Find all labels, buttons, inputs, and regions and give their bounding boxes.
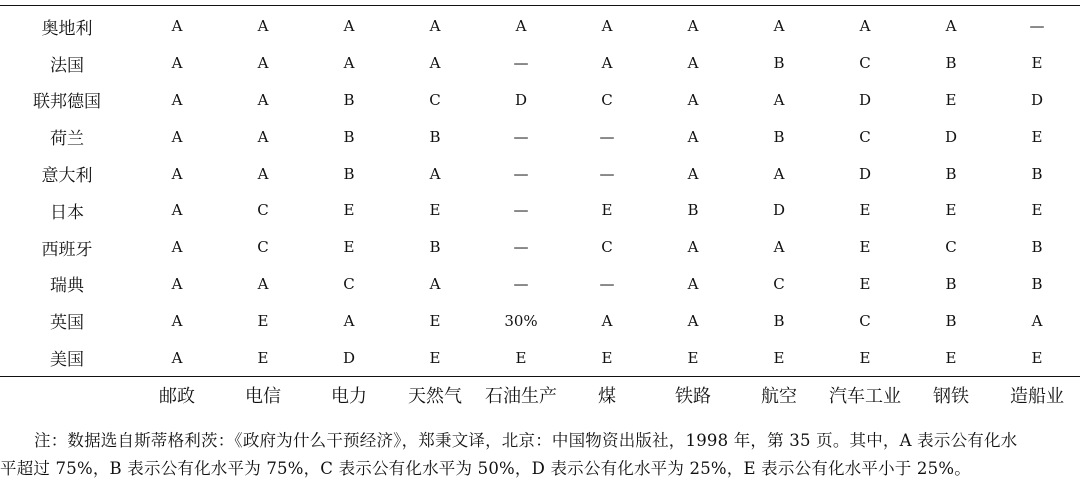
value-cell: A [687,90,699,109]
value-cell: E [601,201,613,220]
value-cell: D [772,201,786,220]
value-cell: — [599,127,615,146]
table-row [0,45,1080,82]
value-cell: A [257,54,269,73]
value-cell: A [773,90,785,109]
table-top-rule [0,5,1080,6]
value-cell: B [773,54,785,73]
value-cell: A [171,201,183,220]
value-cell: A [171,17,183,36]
value-cell: — [513,238,529,257]
industry-header: 汽车工业 [829,386,901,407]
value-cell: A [171,90,183,109]
value-cell: E [1031,348,1043,367]
value-cell: E [429,201,441,220]
value-cell: B [343,127,355,146]
table-row [0,339,1080,376]
value-cell: E [945,90,957,109]
industry-header: 天然气 [408,386,462,407]
value-cell: E [601,348,613,367]
value-cell: B [1031,274,1043,293]
value-cell: A [515,17,527,36]
value-cell: A [687,54,699,73]
value-cell: E [687,348,699,367]
value-cell: A [601,54,613,73]
value-cell: A [343,17,355,36]
industry-header: 铁路 [675,386,711,407]
value-cell: A [429,17,441,36]
value-cell: A [171,127,183,146]
value-cell: B [687,201,699,220]
note-line-2: 平超过 75%，B 表示公有化水平为 75%，C 表示公有化水平为 50%，D 表示公有化水平为 25%，E 表示公有化水平小于 25%。 [0,459,971,478]
value-cell: A [687,274,699,293]
value-cell: E [1031,127,1043,146]
value-cell: C [601,238,613,257]
value-cell: E [1031,201,1043,220]
value-cell: — [599,274,615,293]
value-cell: B [429,127,441,146]
industry-header: 造船业 [1010,386,1064,407]
country-cell: 美国 [50,350,84,371]
industry-header: 煤 [598,386,616,407]
value-cell: A [429,274,441,293]
country-cell: 联邦德国 [33,92,101,113]
value-cell: A [171,311,183,330]
value-cell: C [773,274,785,293]
value-cell: E [257,311,269,330]
value-cell: E [343,201,355,220]
value-cell: A [859,17,871,36]
value-cell: E [859,238,871,257]
value-cell: C [859,54,871,73]
industry-header: 石油生产 [485,386,557,407]
value-cell: B [945,311,957,330]
value-cell: E [515,348,527,367]
country-cell: 意大利 [41,166,93,187]
value-cell: A [429,164,441,183]
country-cell: 日本 [50,202,84,223]
value-cell: A [687,127,699,146]
table-row [0,302,1080,339]
value-cell: A [429,54,441,73]
value-cell: A [945,17,957,36]
value-cell: A [257,274,269,293]
table-row [0,192,1080,229]
value-cell: D [1030,90,1044,109]
value-cell: B [429,238,441,257]
value-cell: B [1031,164,1043,183]
value-cell: E [429,311,441,330]
table-row [0,155,1080,192]
value-cell: A [257,90,269,109]
industry-header-row [0,380,1080,414]
value-cell: A [171,164,183,183]
value-cell: D [858,90,872,109]
value-cell: C [945,238,957,257]
value-cell: E [859,274,871,293]
value-cell: — [1029,17,1045,36]
value-cell: B [773,127,785,146]
table-row [0,229,1080,266]
value-cell: B [343,90,355,109]
value-cell: C [429,90,441,109]
value-cell: C [859,311,871,330]
value-cell: — [513,274,529,293]
value-cell: A [773,17,785,36]
value-cell: D [514,90,528,109]
value-cell: — [513,201,529,220]
value-cell: A [171,238,183,257]
value-cell: E [945,201,957,220]
value-cell: A [687,17,699,36]
industry-header: 邮政 [159,386,195,407]
value-cell: A [171,348,183,367]
value-cell: D [944,127,958,146]
value-cell: B [945,274,957,293]
value-cell: A [687,164,699,183]
table-row [0,118,1080,155]
value-cell: D [342,348,356,367]
value-cell: A [257,127,269,146]
value-cell: E [257,348,269,367]
value-cell: A [687,238,699,257]
industry-header: 电力 [331,386,367,407]
country-cell: 西班牙 [41,239,93,260]
table-row [0,82,1080,119]
value-cell: — [513,127,529,146]
value-cell: A [1031,311,1043,330]
value-cell: C [257,201,269,220]
value-cell: A [601,311,613,330]
value-cell: C [601,90,613,109]
value-cell: E [1031,54,1043,73]
industry-header: 航空 [761,386,797,407]
value-cell: E [343,238,355,257]
value-cell: A [773,164,785,183]
table-row [0,8,1080,45]
value-cell: A [257,164,269,183]
value-cell: A [687,311,699,330]
value-cell: — [599,164,615,183]
country-cell: 奥地利 [41,18,93,39]
country-cell: 荷兰 [50,129,84,150]
value-cell: C [343,274,355,293]
value-cell: B [343,164,355,183]
value-cell: E [859,201,871,220]
ownership-table [0,8,1080,376]
value-cell: A [171,274,183,293]
value-cell: B [945,54,957,73]
value-cell: C [257,238,269,257]
country-cell: 瑞典 [50,276,84,297]
country-cell: 英国 [50,313,84,334]
country-cell: 法国 [50,55,84,76]
value-cell: E [945,348,957,367]
value-cell: A [601,17,613,36]
table-bottom-rule [0,376,1080,377]
value-cell: A [171,54,183,73]
industry-header: 钢铁 [933,386,969,407]
value-cell: E [859,348,871,367]
table-body [0,8,1080,376]
value-cell: A [343,311,355,330]
value-cell: A [773,238,785,257]
table-note [0,427,1080,483]
header-spacer [0,380,134,414]
value-cell: — [513,164,529,183]
value-cell: B [1031,238,1043,257]
value-cell: E [429,348,441,367]
value-cell: D [858,164,872,183]
value-cell: B [773,311,785,330]
value-cell: B [945,164,957,183]
value-cell: C [859,127,871,146]
value-cell: — [513,54,529,73]
note-line-1: 注：数据选自斯蒂格利茨：《政府为什么干预经济》，郑秉文译，北京：中国物资出版社，1998 年，第 35 页。其中，A 表示公有化水 [34,431,1018,450]
value-cell: E [773,348,785,367]
industry-header: 电信 [245,386,281,407]
table-row [0,266,1080,303]
value-cell: 30% [504,311,538,330]
value-cell: A [257,17,269,36]
value-cell: A [343,54,355,73]
